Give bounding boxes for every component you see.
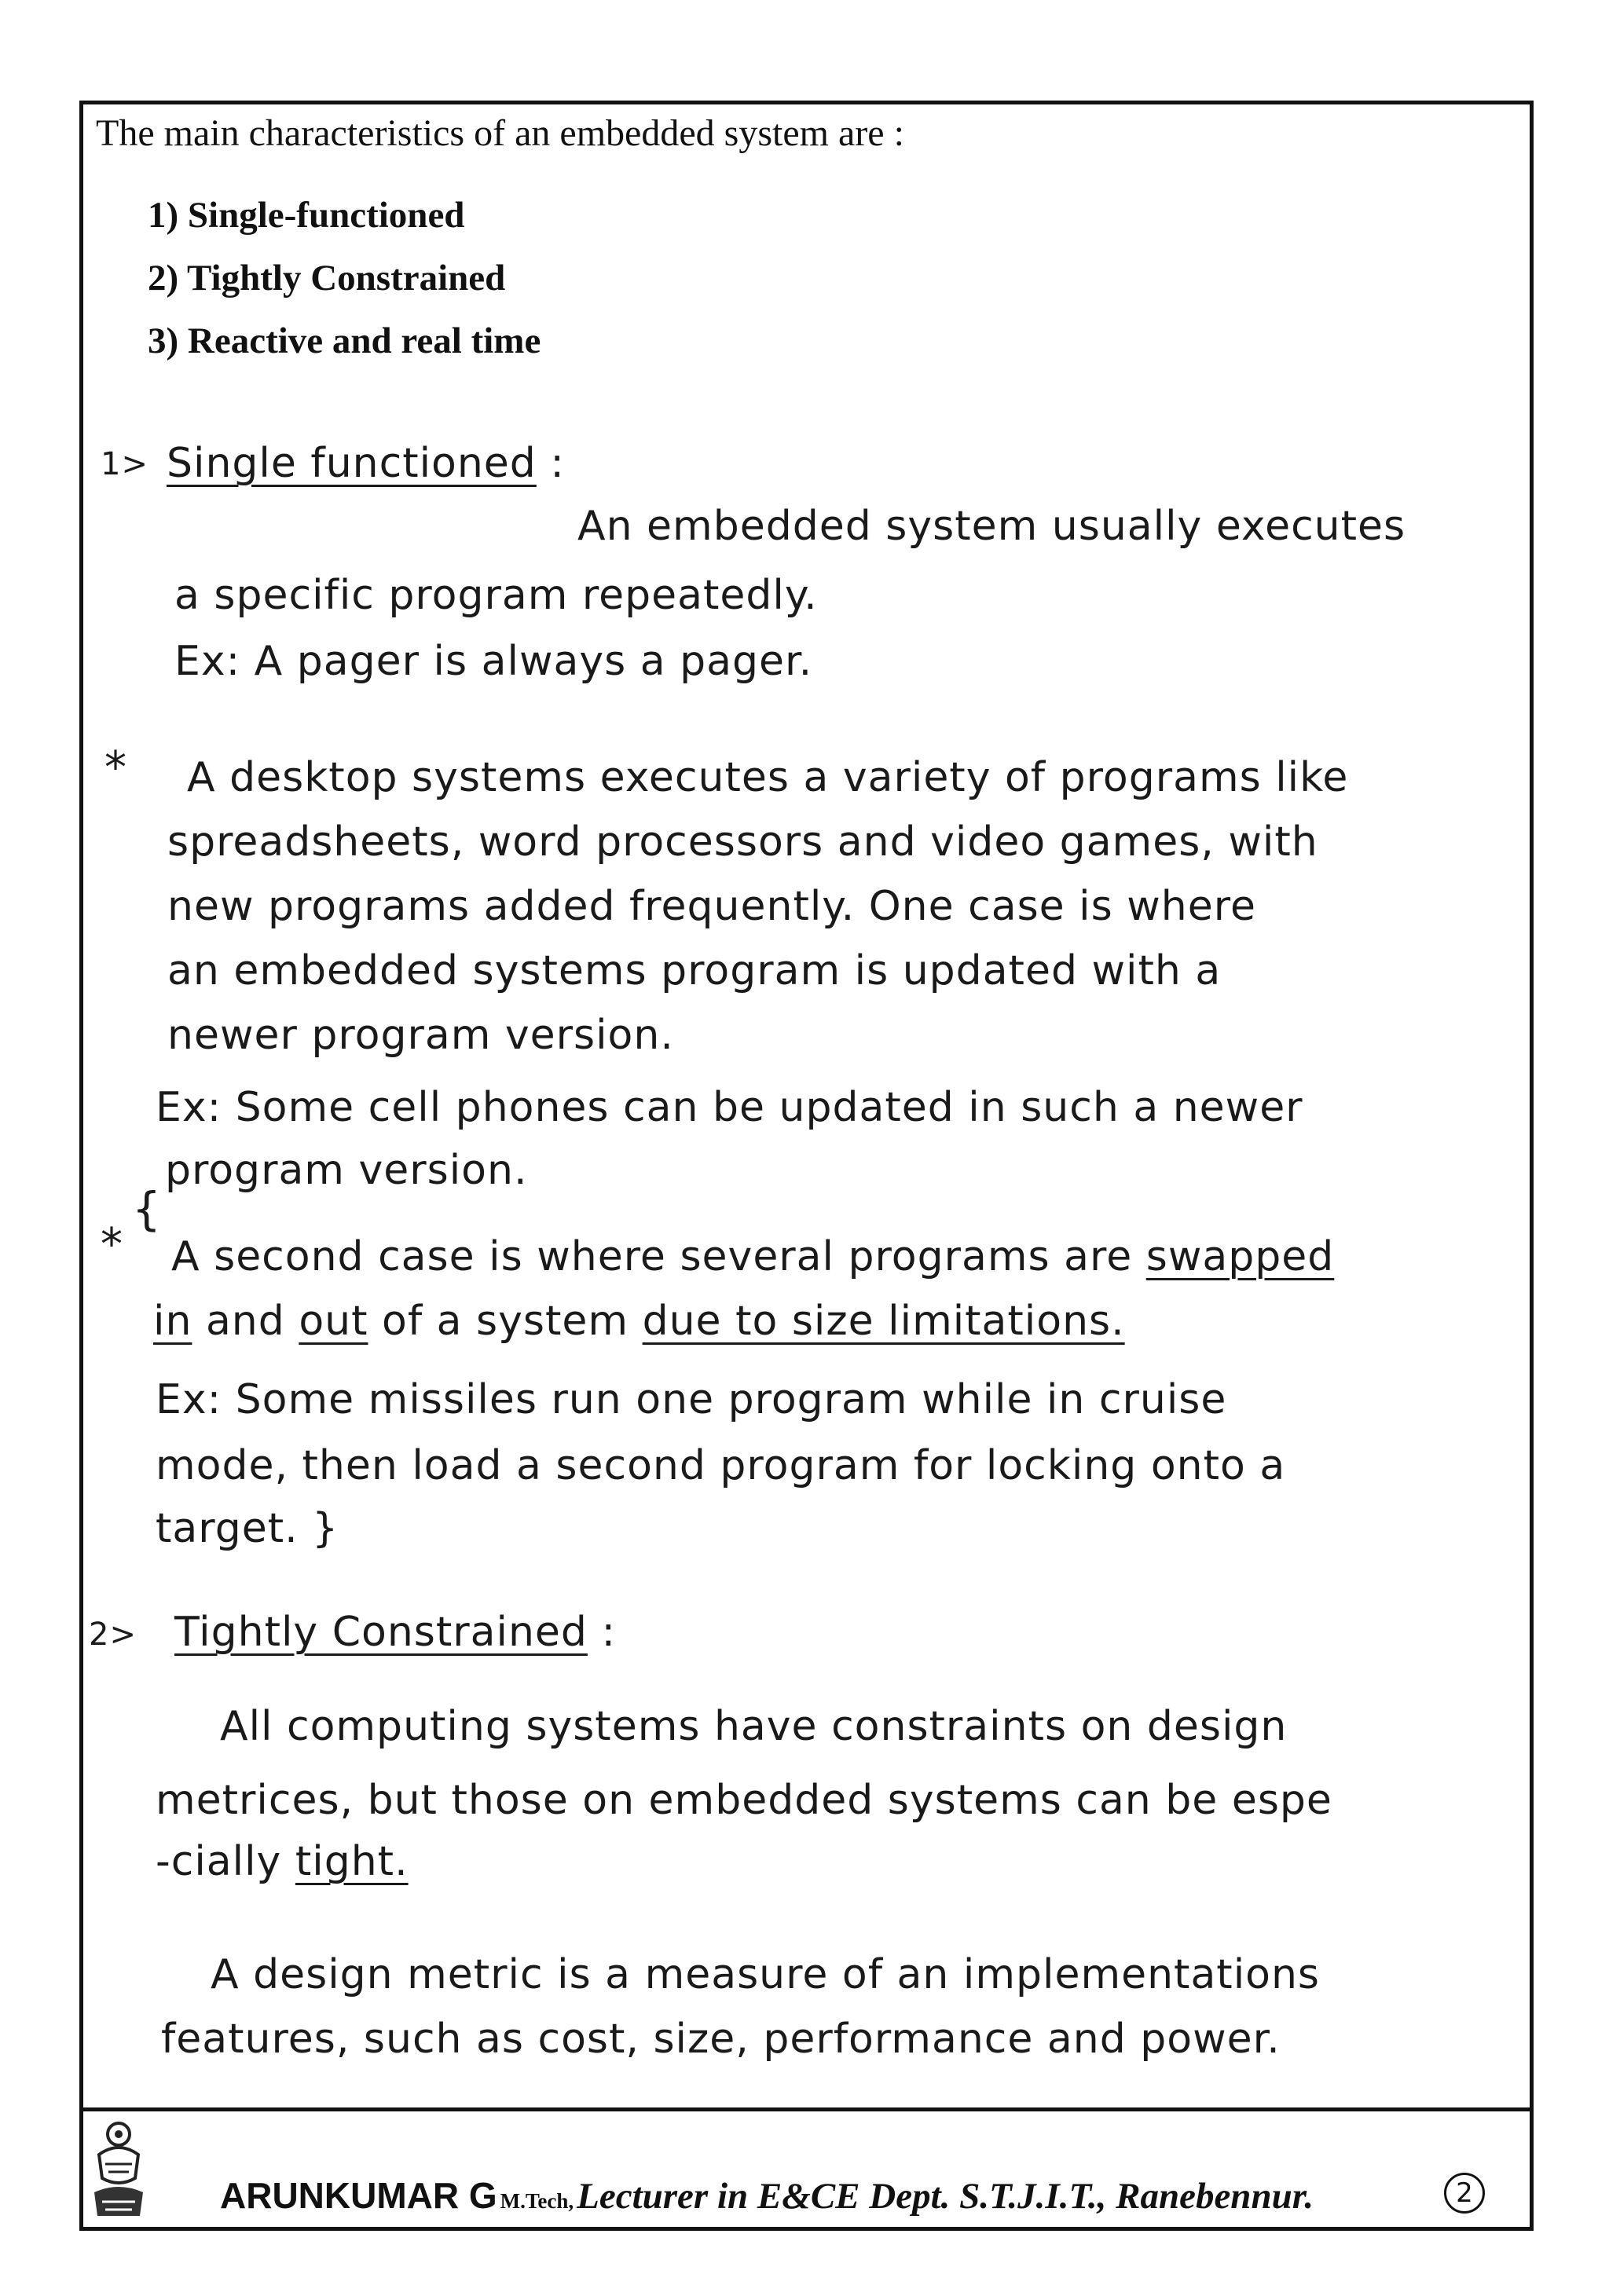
footer-divider (79, 2107, 1534, 2111)
section-heading (174, 1609, 616, 1656)
author-degree: M.Tech, (500, 2189, 574, 2213)
line-text: and (205, 1298, 285, 1345)
paragraph-line: A design metric is a measure of an implementations (211, 1951, 1321, 1998)
paragraph-line (153, 1298, 1125, 1345)
author-name: ARUNKUMAR G (220, 2175, 497, 2216)
bullet-star: * (104, 742, 127, 793)
heading-colon: : (601, 1609, 616, 1656)
section-heading (167, 440, 565, 487)
emphasis-text: out (299, 1298, 368, 1345)
example-line: target. } (156, 1505, 339, 1552)
list-item: 2) Tightly Constrained (148, 258, 506, 298)
bullet-star: * (101, 1219, 123, 1270)
paragraph-line: spreadsheets, word processors and video games, with (167, 818, 1318, 866)
emphasis-text: in (153, 1298, 192, 1345)
list-item: 3) Reactive and real time (148, 320, 541, 361)
paragraph-line: An embedded system usually executes (577, 503, 1406, 550)
section-heading-text: Tightly Constrained (174, 1609, 588, 1656)
example-line: mode, then load a second program for locking onto a (156, 1442, 1286, 1489)
heading-colon: : (550, 440, 565, 487)
section-heading-text: Single functioned (167, 440, 537, 487)
section-number: 1> (101, 446, 148, 482)
paragraph-line: features, such as cost, size, performance and power. (161, 2016, 1281, 2063)
footer-credit (220, 2174, 1314, 2217)
author-role: Lecturer in E&CE Dept. S.T.J.I.T., Ranebennur. (577, 2176, 1314, 2217)
paragraph-line: metrices, but those on embedded systems can be espe (156, 1777, 1332, 1824)
example-line: program version. (165, 1147, 528, 1194)
paragraph-line: A desktop systems executes a variety of programs like (187, 754, 1349, 801)
example-line: Ex: Some missiles run one program while in cruise (156, 1376, 1227, 1423)
paragraph-line (171, 1233, 1334, 1280)
paragraph-line: an embedded systems program is updated with a (167, 947, 1222, 994)
emphasis-text: tight. (295, 1838, 409, 1885)
line-text: of a system (382, 1298, 629, 1345)
example-line: Ex: A pager is always a pager. (174, 638, 813, 685)
deity-emblem-icon (88, 2117, 149, 2222)
line-text: A second case is where several programs are (171, 1233, 1133, 1280)
emphasis-text: swapped (1145, 1233, 1335, 1280)
brace-open: { (132, 1182, 162, 1236)
paragraph-line (156, 1838, 409, 1885)
page-number: 2 (1444, 2173, 1485, 2214)
emphasis-text: due to size limitations. (642, 1298, 1125, 1345)
intro-text: The main characteristics of an embedded system are : (96, 112, 904, 154)
paragraph-line: newer program version. (167, 1012, 674, 1059)
paragraph-line: new programs added frequently. One case is where (167, 883, 1256, 930)
section-number: 2> (89, 1617, 137, 1653)
example-line: Ex: Some cell phones can be updated in such a newer (156, 1084, 1303, 1131)
line-text: -cially (156, 1838, 282, 1885)
paragraph-line: All computing systems have constraints on design (220, 1703, 1288, 1750)
characteristics-list (148, 192, 541, 380)
paragraph-line: a specific program repeatedly. (174, 572, 818, 619)
list-item: 1) Single-functioned (148, 195, 465, 236)
